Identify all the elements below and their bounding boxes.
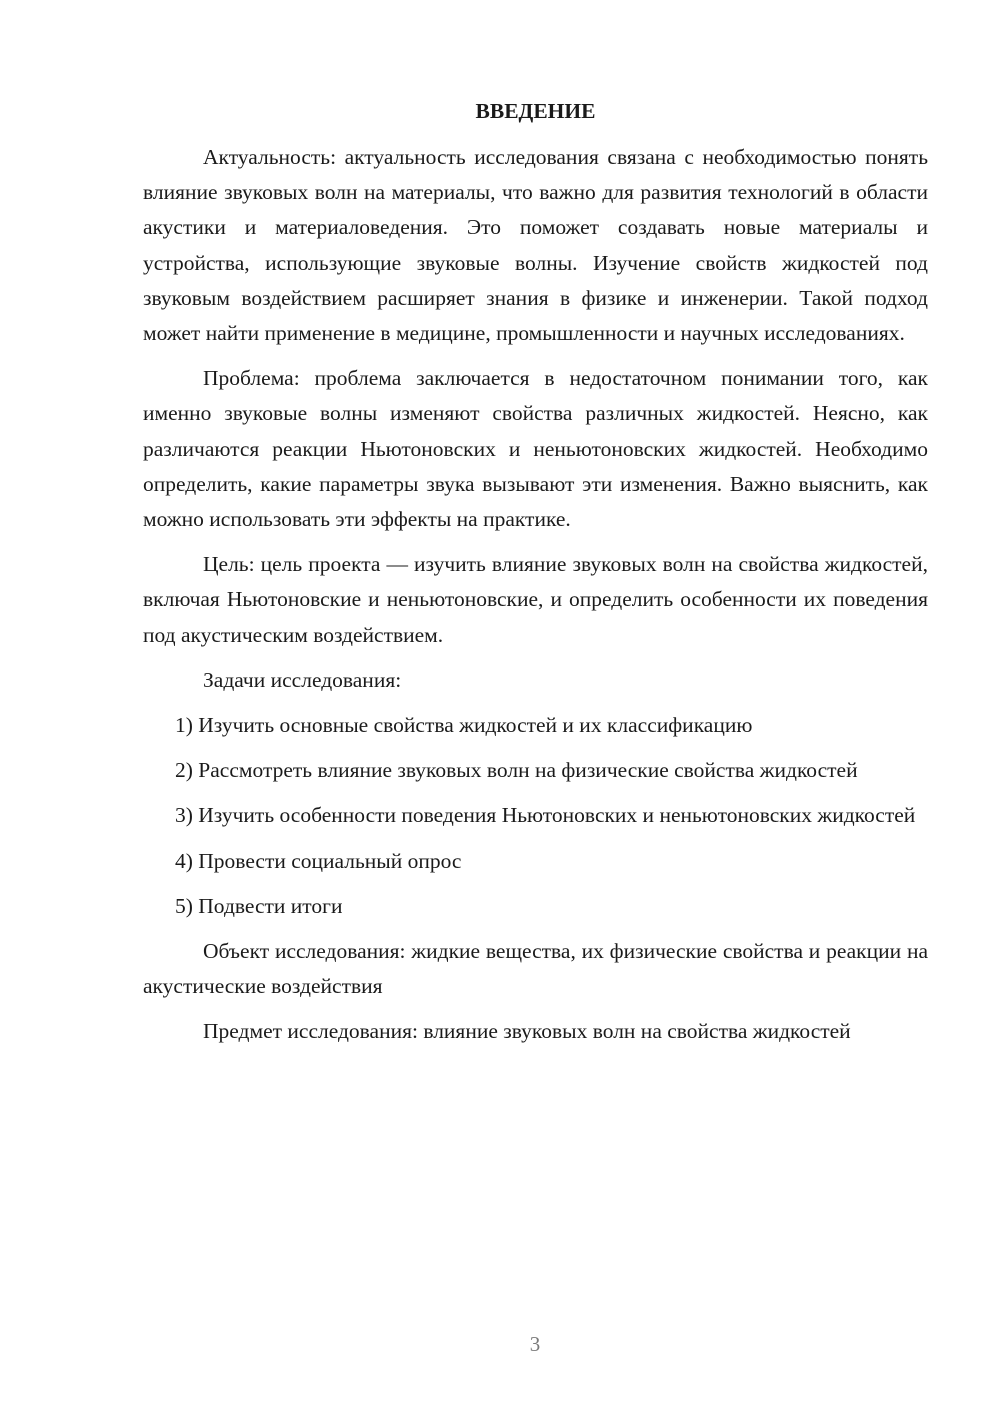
task-item: 1) Изучить основные свойства жидкостей и их классификацию xyxy=(175,713,753,738)
task-item: 4) Провести социальный опрос xyxy=(175,848,462,873)
research-subject-paragraph: Предмет исследования: влияние звуковых волн на свойства жидкостей xyxy=(203,1019,851,1044)
tasks-heading: Задачи исследования: xyxy=(203,667,402,692)
task-item: 5) Подвести итоги xyxy=(175,893,343,918)
relevance-paragraph: Актуальность: актуальность исследования связана с необходимостью понять влияние звуковых волн на материалы, что важно для развития технологий в области акустики и материаловедения. Это поможет создавать новые материалы и устройства, использующие звуковые волны. Изучение свойств жидкостей под звуковым воздействием расширяет знания в физике и инженерии. Такой подход может найти применение в медицине, промышленности и научных исследованиях. xyxy=(143,145,928,346)
task-item: 3) Изучить особенности поведения Ньютоновских и неньютоновских жидкостей xyxy=(175,803,916,828)
page-number: 3 xyxy=(529,1332,541,1356)
document-page xyxy=(143,94,928,1060)
research-object-paragraph: Объект исследования: жидкие вещества, их физические свойства и реакции на акустические воздействия xyxy=(143,939,928,999)
goal-paragraph: Цель: цель проекта — изучить влияние звуковых волн на свойства жидкостей, включая Ньютоновские и неньютоновские, и определить особенности их поведения под акустическим воздействием. xyxy=(143,552,928,647)
problem-paragraph: Проблема: проблема заключается в недостаточном понимании того, как именно звуковые волны изменяют свойства различных жидкостей. Неясно, как различаются реакции Ньютоновских и неньютоновских жидкостей. Необходимо определить, какие параметры звука вызывают эти изменения. Важно выяснить, как можно использовать эти эффекты на практике. xyxy=(143,366,928,532)
section-title: ВВЕДЕНИЕ xyxy=(475,99,596,123)
task-item: 2) Рассмотреть влияние звуковых волн на физические свойства жидкостей xyxy=(175,758,858,783)
